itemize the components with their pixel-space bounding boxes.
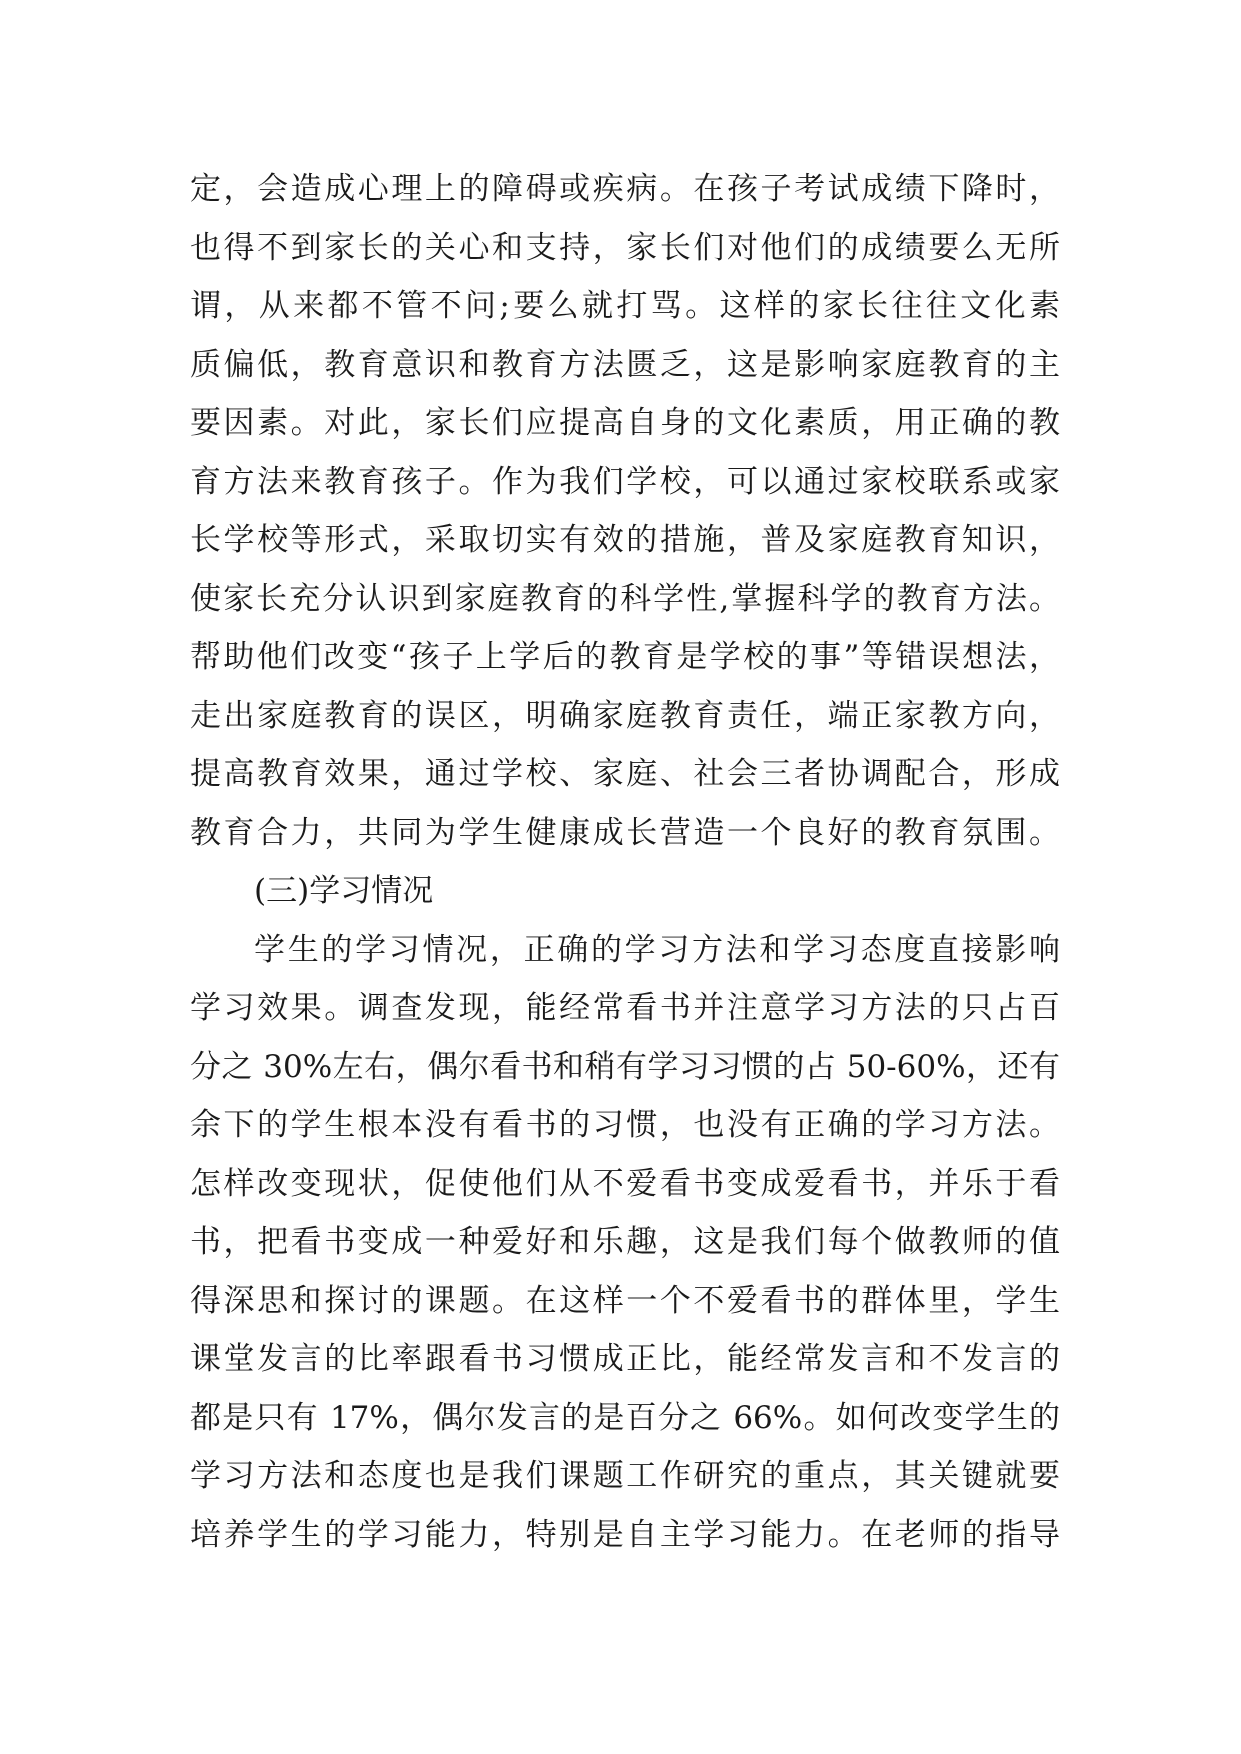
paragraph-line: 得深思和探讨的课题。在这样一个不爱看书的群体里，学生	[190, 1282, 1060, 1319]
paragraph-line: 分之 30%左右，偶尔看书和稍有学习习惯的占 50-60%，还有	[190, 1048, 1060, 1085]
paragraph-line: 教育合力，共同为学生健康成长营造一个良好的教育氛围。	[190, 814, 1060, 851]
paragraph-line: 也得不到家长的关心和支持，家长们对他们的成绩要么无所	[190, 229, 1060, 266]
paragraph-line: 质偏低，教育意识和教育方法匮乏，这是影响家庭教育的主	[190, 346, 1060, 383]
section-heading: (三)学习情况	[254, 873, 434, 909]
paragraph-line: 要因素。对此，家长们应提高自身的文化素质，用正确的教	[190, 405, 1060, 441]
paragraph-line: 长学校等形式，采取切实有效的措施，普及家庭教育知识，	[190, 522, 1060, 558]
paragraph-line: 定，会造成心理上的障碍或疾病。在孩子考试成绩下降时，	[190, 171, 1060, 207]
paragraph-line: 帮助他们改变“孩子上学后的教育是学校的事”等错误想法，	[190, 639, 1060, 675]
paragraph-line: 学习效果。调查发现，能经常看书并注意学习方法的只占百	[190, 990, 1060, 1026]
paragraph-line: 走出家庭教育的误区，明确家庭教育责任，端正家教方向，	[190, 697, 1060, 734]
paragraph-line: 都是只有 17%，偶尔发言的是百分之 66%。如何改变学生的	[190, 1399, 1060, 1436]
paragraph-line: 提高教育效果，通过学校、家庭、社会三者协调配合，形成	[190, 756, 1060, 792]
paragraph-line: 余下的学生根本没有看书的习惯，也没有正确的学习方法。	[190, 1107, 1060, 1143]
paragraph-line: 怎样改变现状，促使他们从不爱看书变成爱看书，并乐于看	[190, 1165, 1060, 1202]
paragraph-line: 学习方法和态度也是我们课题工作研究的重点，其关键就要	[190, 1458, 1060, 1494]
paragraph-line: 学生的学习情况，正确的学习方法和学习态度直接影响	[254, 931, 1060, 968]
paragraph-line: 育方法来教育孩子。作为我们学校，可以通过家校联系或家	[190, 463, 1060, 500]
document-body	[190, 160, 1060, 1564]
paragraph-line: 谓，从来都不管不问;要么就打骂。这样的家长往往文化素	[190, 288, 1060, 324]
paragraph-line: 培养学生的学习能力，特别是自主学习能力。在老师的指导	[190, 1516, 1060, 1553]
paragraph-line: 课堂发言的比率跟看书习惯成正比，能经常发言和不发言的	[190, 1341, 1060, 1377]
paragraph-line: 书，把看书变成一种爱好和乐趣，这是我们每个做教师的值	[190, 1224, 1060, 1260]
paragraph-line: 使家长充分认识到家庭教育的科学性,掌握科学的教育方法。	[190, 580, 1060, 617]
